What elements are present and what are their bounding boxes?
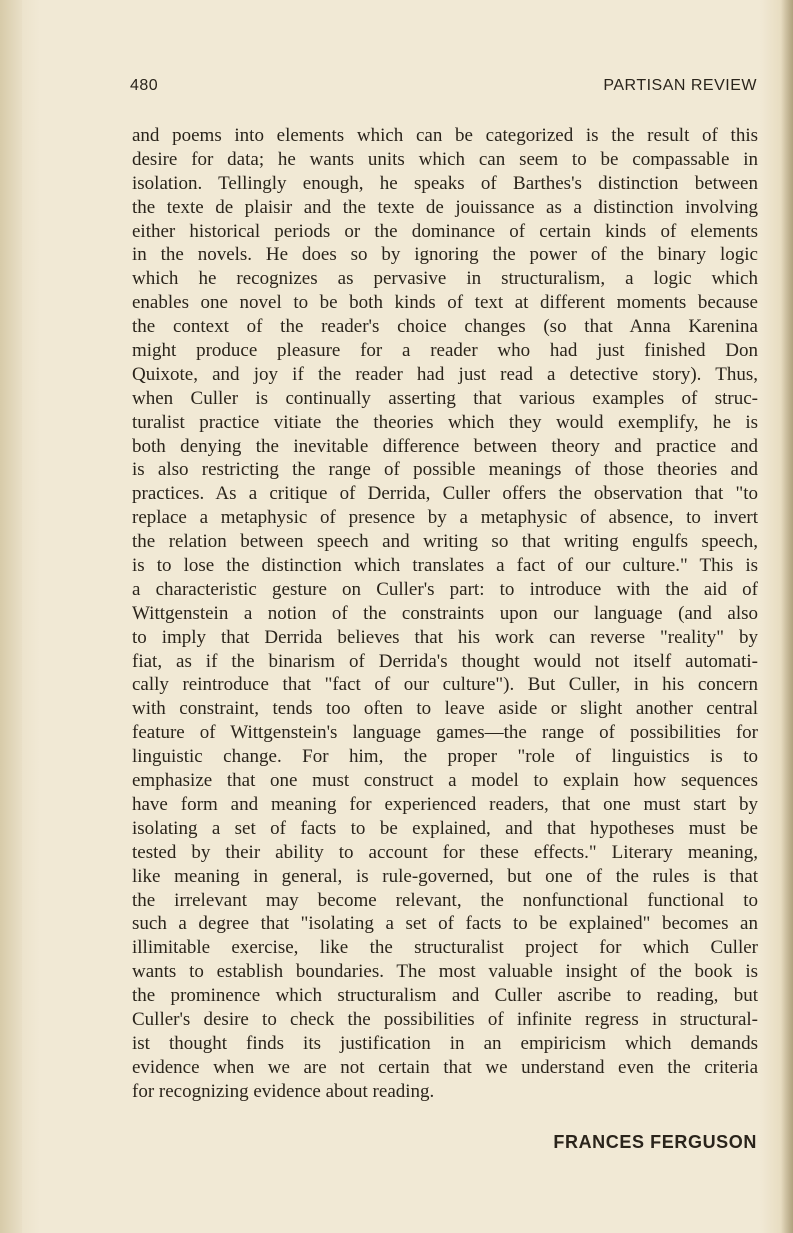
body-line: have form and meaning for experienced readers, that one must start by	[132, 793, 758, 815]
body-line: desire for data; he wants units which can seem to be compassable in	[132, 148, 758, 170]
author-signature: FRANCES FERGUSON	[553, 1132, 757, 1152]
body-line: evidence when we are not certain that we understand even the criteria	[132, 1056, 758, 1078]
running-head	[130, 77, 757, 101]
body-line: isolation. Tellingly enough, he speaks of Barthes's distinction between	[132, 172, 758, 194]
journal-title: PARTISAN REVIEW	[603, 77, 757, 94]
body-line: for recognizing evidence about reading.	[132, 1080, 435, 1102]
body-line: Quixote, and joy if the reader had just read a detective story). Thus,	[132, 363, 758, 385]
body-line: in the novels. He does so by ignoring the power of the binary logic	[132, 244, 758, 266]
body-line: illimitable exercise, like the structuralist project for which Culler	[132, 937, 758, 959]
body-line: which he recognizes as pervasive in structuralism, a logic which	[132, 268, 758, 290]
body-line: replace a metaphysic of presence by a metaphysic of absence, to invert	[132, 507, 758, 529]
body-line: is to lose the distinction which translates a fact of our culture." This is	[132, 555, 758, 577]
body-line: tested by their ability to account for these effects." Literary meaning,	[132, 841, 758, 863]
body-line: a characteristic gesture on Culler's part: to introduce with the aid of	[132, 578, 758, 600]
body-line: ist thought finds its justification in an empiricism which demands	[132, 1032, 758, 1054]
body-line: both denying the inevitable difference between theory and practice and	[132, 435, 758, 457]
body-line: emphasize that one must construct a model to explain how sequences	[132, 770, 758, 792]
body-line: like meaning in general, is rule-governed, but one of the rules is that	[132, 865, 758, 887]
body-line: and poems into elements which can be categorized is the result of this	[132, 125, 758, 146]
body-line: such a degree that "isolating a set of facts to be explained" becomes an	[132, 913, 758, 935]
page-gutter-shadow	[0, 0, 22, 1233]
body-line: Wittgenstein a notion of the constraints upon our language (and also	[132, 602, 758, 624]
page-edge-shadow	[781, 0, 793, 1233]
body-line: with constraint, tends too often to leave aside or slight another central	[132, 698, 758, 720]
body-line: isolating a set of facts to be explained, and that hypotheses must be	[132, 817, 758, 839]
body-line: either historical periods or the dominance of certain kinds of elements	[132, 220, 758, 242]
body-line: might produce pleasure for a reader who had just finished Don	[132, 340, 758, 362]
body-line: linguistic change. For him, the proper "role of linguistics is to	[132, 746, 758, 768]
body-line: wants to establish boundaries. The most valuable insight of the book is	[132, 961, 758, 983]
body-line: practices. As a critique of Derrida, Culler offers the observation that "to	[132, 483, 758, 505]
body-line: the texte de plaisir and the texte de jouissance as a distinction involving	[132, 196, 758, 218]
body-line: enables one novel to be both kinds of text at different moments because	[132, 292, 758, 314]
body-line: when Culler is continually asserting that various examples of struc-	[132, 387, 758, 409]
body-line: cally reintroduce that "fact of our culture"). But Culler, in his concern	[132, 674, 758, 696]
article-body	[132, 124, 758, 1104]
page-number: 480	[130, 77, 159, 94]
body-line: feature of Wittgenstein's language games—the range of possibilities for	[132, 722, 758, 744]
body-line: fiat, as if the binarism of Derrida's thought would not itself automati-	[132, 650, 758, 672]
body-line: the prominence which structuralism and Culler ascribe to reading, but	[132, 985, 758, 1007]
body-line: the relation between speech and writing so that writing engulfs speech,	[132, 531, 758, 553]
body-line: turalist practice vitiate the theories which they would exemplify, he is	[132, 411, 758, 433]
body-line: the context of the reader's choice changes (so that Anna Karenina	[132, 316, 758, 338]
body-line: the irrelevant may become relevant, the nonfunctional functional to	[132, 889, 758, 911]
body-line: is also restricting the range of possible meanings of those theories and	[132, 459, 758, 481]
body-line: Culler's desire to check the possibilities of infinite regress in structural-	[132, 1008, 758, 1030]
body-line: to imply that Derrida believes that his work can reverse "reality" by	[132, 626, 758, 648]
